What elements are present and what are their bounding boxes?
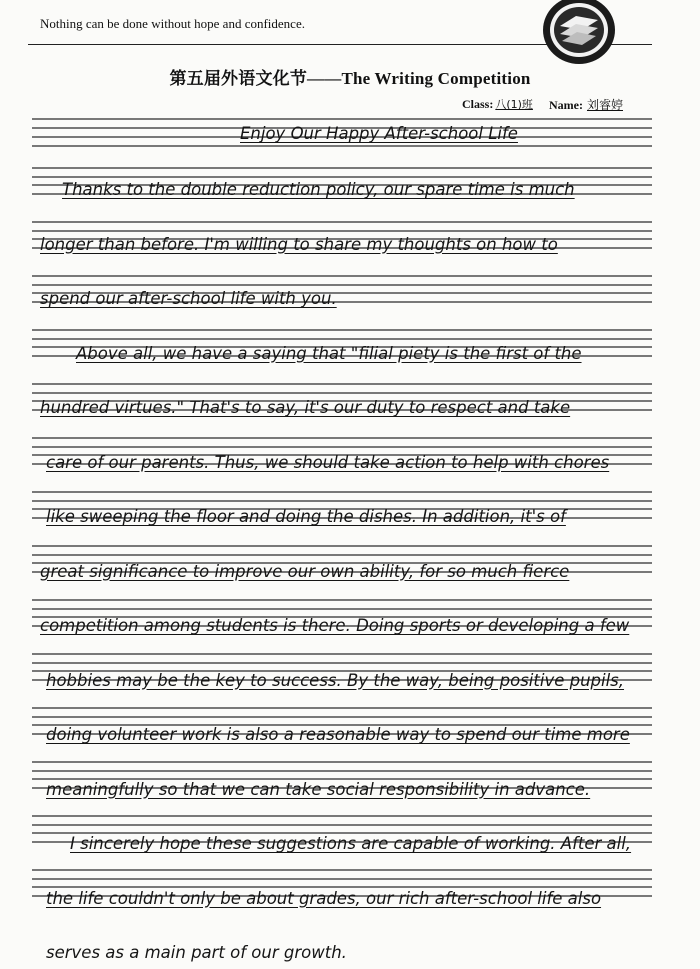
essay-line: hobbies may be the key to success. By the way, being positive pupils,: [46, 670, 625, 690]
essay-line: great significance to improve our own ability, for so much fierce: [40, 561, 570, 581]
essay-title: Enjoy Our Happy After-school Life: [240, 124, 518, 143]
essay-line: spend our after-school life with you.: [40, 289, 337, 308]
page-title: 第五届外语文化节——The Writing Competition: [169, 69, 531, 88]
essay-line: the life couldn't only be about grades, our rich after-school life also: [46, 888, 602, 908]
motto-text: Nothing can be done without hope and confidence.: [40, 16, 305, 31]
essay-line: longer than before. I'm willing to share my thoughts on how to: [40, 234, 558, 254]
class-label: Class:: [462, 97, 494, 111]
essay-line: Thanks to the double reduction policy, our spare time is much: [62, 180, 575, 199]
essay-line: doing volunteer work is also a reasonable way to spend our time more: [46, 725, 630, 744]
essay-line: hundred virtues." That's to say, it's our duty to respect and take: [40, 398, 571, 417]
essay-line: care of our parents. Thus, we should take action to help with chores: [46, 452, 610, 472]
essay-line: like sweeping the floor and doing the dishes. In addition, it's of: [46, 507, 566, 526]
name-value: 刘睿婷: [586, 98, 623, 112]
essay-line: I sincerely hope these suggestions are capable of working. After all,: [70, 834, 632, 853]
class-value: 八(1)班: [495, 98, 533, 111]
name-label: Name:: [549, 98, 583, 112]
essay-line: competition among students is there. Doing sports or developing a few: [40, 616, 630, 635]
essay-line: meaningfully so that we can take social responsibility in advance.: [46, 779, 591, 799]
essay-line: serves as a main part of our growth.: [46, 943, 347, 962]
essay-line: Above all, we have a saying that "filial piety is the first of the: [76, 343, 582, 363]
